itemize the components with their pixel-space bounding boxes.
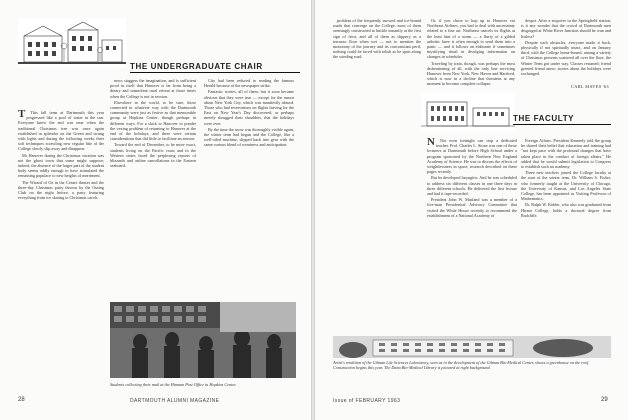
paragraph: By the time the snow was thoroughly visible again, the winter term had begun and the College, like a well-oiled machine, slipped back into gear with the same curious blend of weariness and anticipation. — [204, 126, 294, 148]
faculty-title-text: THE FACULTY — [513, 114, 575, 123]
paragraph: This fall term at Dartmouth this year progressed like a pool of water in the sun. Everyone knew the end was near when the traditional Christmas tree was once again established in splendor on the Green and strung with lights and during the following weeks their soft techniques scrawling new regular bite of the College slowly slip away and disappear. — [18, 110, 104, 152]
paragraph: Toward the end of December, to be more exact, students living on the Pacific coast and in the Western states faced the perplexing reports of blizzards and airline cancellations in the Eastern seaboard. — [110, 142, 196, 169]
paragraph: Or, if you chose to hop up to Hanover via Northeast Airlines, you had to deal with uncertainty related to a fine art. Northeast cancels its flights at the least hint of a storm — a flurry of a gilded arthritic knee is often enough to send them into a panic — and it follows an elaborate if sometimes mystifying ritual in divulging information on changes in schedules. — [427, 18, 515, 60]
right-top-column-3 — [521, 18, 611, 80]
left-page-number: 28 — [18, 397, 25, 403]
post-office-photo — [110, 302, 296, 378]
author-signature: CARL MAVES '63 — [571, 84, 609, 89]
right-photo-caption: Artist's rendition of the Gilman Life Sciences Laboratory, seen as in the development of the Gilman Bio-Medical Center, shows a greenhouse on the roof. Construction begins this year. The Dana Bio-Medical Library is pictured at right background. — [333, 360, 590, 370]
paragraph: But he developed laryngitis. And he was scheduled to address six different classes in one three days in three different schools. He delivered the first lecture and had it tape-recorded. — [427, 175, 517, 197]
paragraph: despot. After a stopover in the Springfield station, is it any wonder that the crowd of Dartmouth men disgorged at White River Junction should be wan and listless? — [521, 18, 611, 39]
right-page-footer: Issue of FEBRUARY 1963 — [333, 398, 401, 404]
faculty-section-title — [513, 114, 611, 123]
right-page-number: 29 — [601, 397, 608, 403]
faculty-sketch-illustration — [421, 92, 515, 132]
left-page-footer: DARTMOUTH ALUMNI MAGAZINE — [130, 398, 220, 404]
paragraph: news staggers the imagination, and is sufficient proof in itself that Hanover is far from being a dreary and somnolent rural retreat at those times when the College is not in session. — [110, 78, 196, 99]
laboratory-rendering — [333, 336, 611, 358]
right-page — [315, 0, 628, 420]
section-title — [130, 62, 300, 71]
faculty-column-1 — [427, 138, 517, 340]
left-column-2 — [110, 78, 196, 300]
faculty-column-2 — [521, 138, 611, 340]
paragraph: Fantastic stories, all of them; but it soon became obvious that they were true — except for the rumor about New York City, which was manifestly absurd. Those who had reservations on flights leaving for the East on New Year's Day discovered, or perhaps merely shrugged their shoulders, that the holidays were over. — [204, 89, 294, 126]
paragraph: City had been reduced to reading the famous Herald because of the newspaper strike. — [204, 78, 294, 89]
right-top-column-1 — [333, 18, 421, 218]
paragraph: President John W. Masland was a member of a five-man Presidential Advisory Committee that visited the White House recently to recommend the establishment of a National Academy of — [427, 197, 517, 218]
paragraph: Dr. Ralph W. Kidder, who also was graduated from Hiram College, holds a doctoral degree from Radcliffe. — [521, 202, 611, 218]
paragraph: Elsewhere in the world, to be sure, those connected in whatever way with the Dartmouth community were just as festive as that memorable group at Hopkins Center, though perhaps in different ways. For a slack to Hanover to ponder the vexing problem of returning to Hanover at the end of the holidays, and there were certain considerations that did little to facilitate an answer. — [110, 99, 196, 142]
left-column-1 — [18, 110, 104, 390]
title-rule — [130, 72, 300, 73]
drop-cap: T — [18, 110, 26, 120]
paragraph: Three new teachers joined the College faculty at the start of the winter term. Dr. William S. Fisher, who formerly taught at the University of Chicago, the University of Kansas, and Los Angeles State College, has been appointed as Visiting Professor of Mathematics. — [521, 170, 611, 202]
paragraph: Traveling by train, though, was perhaps the most disheartening of all, with the only line servicing Hanover from New York, New Haven and Hartford, which is now in a decline that threatens at any moment to become complete collapse. — [427, 60, 515, 87]
section-title-text: THE UNDERGRADUATE CHAIR — [130, 62, 263, 71]
left-photo-caption: Students collecting their mail at the Hinman Post Office in Hopkins Center. — [110, 382, 237, 387]
campus-sketch-illustration — [18, 18, 126, 68]
paragraph: Mr Hanover during the Christmas vacation was not the ghost town that some might suppose; indeed, the absence of the larger part of the student body seems oddly enough to have stimulated the remaining populace to new heights of merriment. — [18, 152, 104, 179]
left-column-3 — [204, 78, 294, 300]
paragraph: The Wizard of Oz in the Center theater and the three-day Christmas party thrown by the Outing Club on the night before, a party featuring everything from ice skating to Christmas carols. — [18, 179, 104, 201]
drop-cap: N — [427, 138, 435, 148]
paragraph: problem of the frequently snowed and ice-bound roads that converge on the College, most of them seemingly constructed to buckle instantly at the first sign of frost, and all of them as slippery as a terrazzo floor when wet — not to mention the monotony of the journey and its concomitant peril, nothing could be faced with relish as he spun along the winding road. — [333, 18, 421, 60]
paragraph: Despite such obstacles, everyone made it back, physically if not spiritually intact, and on January third, with the College home-bound, among a variety of Christmas presents scattered all over the floor, the Winter Term got under way. Classes resumed; friend greeted friend anew; stories about the holidays were exchanged. — [521, 39, 611, 77]
left-page — [0, 0, 311, 420]
paragraph: Not even fortnight can stop a dedicated teacher. Prof. Charles L. Stone was one of those lecturers at Dartmouth before High School under a program sponsored by the Northern New England Academy of Science. He was to discuss the effects of weightlessness in space, research described on these pages recently. — [427, 138, 517, 175]
paragraph: Foreign Affairs. President Kennedy told the group he shared their belief that education and training had "not kept pace with the profound changes that have taken place in the conduct of foreign affairs." He added that he would submit legislation to Congress to establish such an academy. — [521, 138, 611, 170]
title-rule — [513, 124, 611, 125]
